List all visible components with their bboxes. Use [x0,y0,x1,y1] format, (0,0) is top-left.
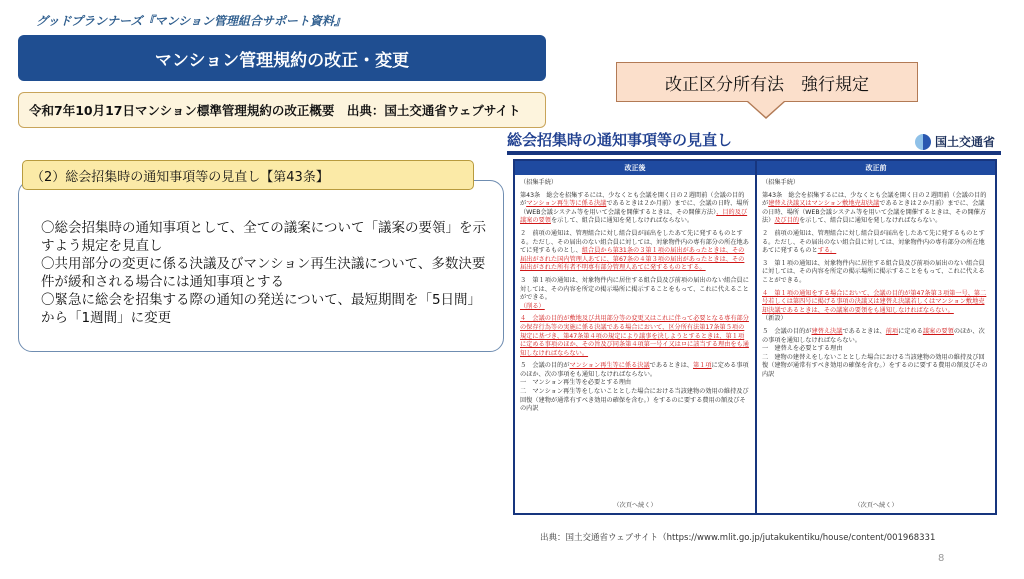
summary-bar: 令和7年10月17日マンション標準管理規約の改正概要 出典：国土交通省ウェブサイト [18,92,546,128]
clause-text: ２ 前項の通知は、管理組合に対し組合員が届出をしたあて先に発するものとする。ただし、その届出のない組合員に対しては、対象物件内の専有部分の所在地あてに発するものとする。 [762,229,985,255]
mlit-logo [915,133,995,150]
document-title: 総会招集時の通知事項等の見直し [507,131,733,149]
page-title: マンション管理規約の改正・変更 [18,35,546,81]
page-number: 8 [938,553,945,564]
document-image [507,129,1001,519]
comparison-table [513,159,997,515]
column-after [515,161,755,513]
clause-text: 第43条 総会を招集するには、少なくとも会議を開く日の２週間前（会議の目的が建替え決議又はマンション敷地売却決議であるときは２か月前）までに、会議の日時、場所（WEB会議システム等を用いて会議を開催するときは、その開催方法）及び目的を示して、組合員に通知を発しなければならない。 [762,191,987,225]
callout-arrow-fill [748,101,784,117]
source-citation: 出典：国土交通省ウェブサイト（https://www.mlit.go.jp/jutakukentiku/house/content/001968331 [540,533,936,543]
bullet-item: 〇総会招集時の通知事項として、全ての議案について「議案の要領」を示すよう規定を見直し [41,220,486,254]
column-after-header: 改正後 [515,161,755,175]
clause-text: ３ 第１項の通知は、対象物件内に居住する組合員及び前項の届出のない組合員に対しては、その内容を所定の掲示場所に掲示することをもって、これに代えることができる。 [762,259,985,284]
clause-text: ４ 第１項の通知をする場合において、会議の目的が第47条第３項第一号、第二号若しくは第四号に掲げる事項の決議又は建替え決議若しくはマンション敷地売却決議であるときは、その議案の要領をも通知しなければならない。 （新設） [762,289,987,323]
clause-text: ４ 会議の目的が敷地及び共用部分等の変更又はこれに伴って必要となる専有部分の保存行為等の実施に係る決議である場合において、区分所有法第17条第５項の規定に基づき、第47条第４項の規定により議事を決しようとするときは、第１項に定める事項のほか、その旨及び同条第４項第一号イ又はロに該当する理由をも通知しなければならない。 [520,315,749,357]
clause-text: 第43条 総会を招集するには、少なくとも会議を開く日の２週間前（会議の目的がマンション再生等に係る決議であるときは２か月前）までに、会議の日時、場所（WEB会議システム等を用いて会議を開催するときは、その開催方法）、目的及び議案の要領を示して、組合員に通知を発しなければならない。 [520,191,749,225]
header-brand: グッドプランナーズ『マンション管理組合サポート資料』 [36,14,346,28]
column-before [755,161,995,513]
clause-text: ２ 前項の通知は、管理組合に対し組合員が届出をしたあて先に発するものとする。ただし、その届出のない組合員に対しては、対象物件内の専有部分の所在地あてに発するものとし、組合員から第31条の３第１項の届出があったときは、その届出がされた国内管理人あてに、第67条の４第３項の届出があったときは、その届出がされた所有者不明専有部分管理人あてに発するものとする。 [520,229,749,272]
clause-text: （招集手続） [520,179,558,186]
clause-text: （招集手続） [762,179,800,186]
bullet-item: 〇共用部分の変更に係る決議及びマンション再生決議について、多数決要件が緩和される場合には通知事項とする [41,256,486,290]
mlit-logo-text: 国土交通省 [934,135,995,149]
column-before-header: 改正前 [757,161,995,175]
clause-text: ３ 第１項の通知は、対象物件内に居住する組合員及び前項の届出のない組合員に対しては、その内容を所定の掲示場所に掲示することをもって、これに代えることができる。 （削る） [520,276,749,310]
callout-box: 改正区分所有法 強行規定 [616,62,918,102]
section-box [18,180,504,352]
continued-note: （次頁へ続く） [613,502,657,509]
clause-text: ５ 会議の目的がマンション再生等に係る決議であるときは、第１項に定める事項のほか、次の事項をも通知しなければならない。 一 マンション再生等を必要とする理由 二 マンション再生等をしないこととした場合における当該建物の効用の維持及び回復（建物が通常有すべき効用の確保を含む。）をするのに要する費用の額及びその内訳 [520,362,749,413]
mlit-logo-icon [915,134,931,150]
bullet-item: 〇緊急に総会を招集する際の通知の発送について、最短期間を「5日間」から「1週間」に変更 [41,292,482,326]
continued-note: （次頁へ続く） [854,502,898,509]
clause-text: ５ 会議の目的が建替え決議であるときは、前項に定める議案の要領のほか、次の事項を通知しなければならない。 一 建替えを必要とする理由 二 建物の建替えをしないこととした場合における当該建物の効用の維持及び回復（建物が通常有すべき効用の確保を含む。）をするのに要する費用の額及びその内訳 [762,327,988,378]
document-rule [507,151,1001,155]
section-heading: （2）総会招集時の通知事項等の見直し【第43条】 [22,160,474,190]
